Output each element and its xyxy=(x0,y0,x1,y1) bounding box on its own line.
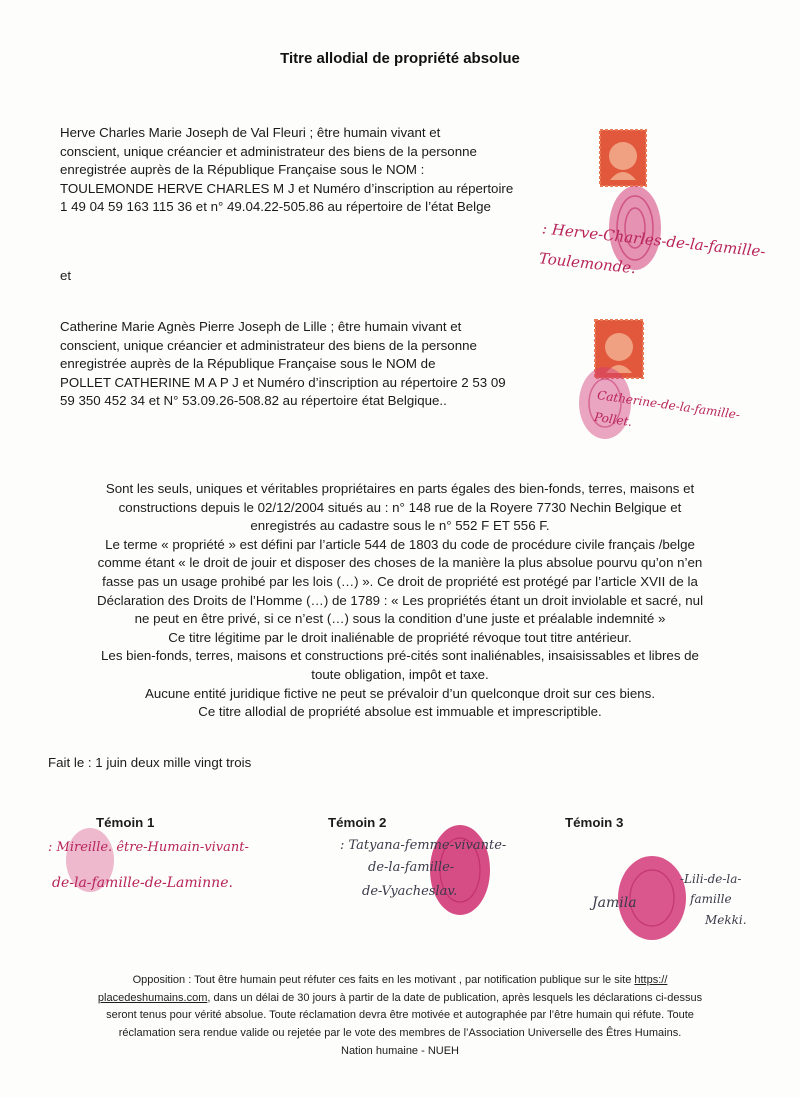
body-line: Sont les seuls, uniques et véritables propriétaires en parts égales des bien-fonds, terres, maisons et xyxy=(105,481,695,496)
owner2-line: POLLET CATHERINE M A P J et Numéro d’inscription au répertoire 2 53 09 xyxy=(60,374,506,390)
owner2-line: conscient, unique créancier et administrateur des biens de la personne xyxy=(60,337,477,353)
witness2-signature-line1: : Tatyana-femme-vivante- xyxy=(340,838,507,853)
opposition-link[interactable]: https:// xyxy=(634,974,668,986)
date-line: Fait le : 1 juin deux mille vingt trois xyxy=(48,755,252,770)
witness3-signature-line4: Mekki. xyxy=(705,913,747,927)
body-line: enregistrés au cadastre sous le n° 552 F ET 556 F. xyxy=(250,518,550,534)
opposition-notice xyxy=(30,972,770,1042)
body-line: constructions depuis le 02/12/2004 situés au : n° 148 rue de la Royere 7730 Nechin Belgique et xyxy=(118,499,682,515)
opposition-link-domain[interactable]: placedeshumains.com xyxy=(97,991,208,1004)
owner1-signature: : Herve-Charles-de-la-famille-Toulemonde. xyxy=(538,219,767,278)
body-line: ne peut en être privé, si ce n’est (…) sous la condition d’une juste et préalable indemnité » xyxy=(134,611,666,627)
owner2-paragraph xyxy=(60,318,560,411)
witness2-signature-line2: de-la-famille- xyxy=(368,860,455,875)
witness3-signature-line1: Jamila xyxy=(592,895,637,911)
owner1-line: Herve Charles Marie Joseph de Val Fleuri ; être humain vivant et xyxy=(60,125,441,140)
body-line: Déclaration des Droits de l’Homme (…) de 1789 : « Les propriétés étant un droit inviolable et sacré, nul xyxy=(96,592,704,608)
opposition-text: réclamation sera rendue valide ou rejetée par le vote des membres de l’Association Universelle des Êtres Humains. xyxy=(118,1026,682,1039)
body-line: Aucune entité juridique fictive ne peut se prévaloir d’un quelconque droit sur ces biens. xyxy=(144,685,656,701)
owner2-line: 59 350 452 34 et N° 53.09.26-508.82 au répertoire état Belgique.. xyxy=(60,393,447,409)
owner1-line: 1 49 04 59 163 115 36 et n° 49.04.22-505.86 au répertoire de l’état Belge xyxy=(60,199,491,215)
opposition-text: seront tenus pour vérité absolue. Toute réclamation devra être motivée et autographée par l’être humain qui réfute. Toute xyxy=(106,1009,694,1021)
owner1-line: TOULEMONDE HERVE CHARLES M J et Numéro d’inscription au répertoire xyxy=(60,180,514,196)
owner1-paragraph xyxy=(60,124,560,217)
witness3-signature-line2: -Lili-de-la- xyxy=(680,872,742,886)
opposition-text: , dans un délai de 30 jours à partir de la date de publication, après lesquels les déclarations ci-dessus xyxy=(207,991,703,1004)
witness1-signature-line1: : Mireille. être-Humain-vivant- xyxy=(48,840,249,855)
owner2-line: Catherine Marie Agnès Pierre Joseph de Lille ; être humain vivant et xyxy=(60,319,462,334)
owner1-line: enregistrée auprès de la République Française sous le NOM : xyxy=(60,162,425,178)
owner1-line: conscient, unique créancier et administrateur des biens de la personne xyxy=(60,143,477,159)
body-line: toute obligation, impôt et taxe. xyxy=(311,666,489,682)
property-declaration xyxy=(30,480,770,722)
owner2-signature: Catherine-de-la-famille-Pollet. xyxy=(593,388,741,430)
opposition-text: Opposition : Tout être humain peut réfuter ces faits en les motivant , par notification publique sur le site xyxy=(132,974,635,986)
document-title: Titre allodial de propriété absolue xyxy=(280,50,520,67)
body-line: comme étant « le droit de jouir et disposer des choses de la manière la plus absolue pourvu qu’on n’en xyxy=(97,555,703,571)
witness1-signature-line2: de-la-famille-de-Laminne. xyxy=(52,875,233,891)
witness1-label: Témoin 1 xyxy=(96,815,155,830)
body-line: Ce titre allodial de propriété absolue est immuable et imprescriptible. xyxy=(198,704,602,720)
body-line: fasse pas un usage prohibé par les lois (…) ». Ce droit de propriété est protégé par l’article XVII de la xyxy=(102,573,698,589)
body-line: Les bien-fonds, terres, maisons et constructions pré-cités sont inaliénables, insaisissables et libres de xyxy=(101,648,699,664)
witness2-signature-line3: de-Vyacheslav. xyxy=(362,884,458,899)
owner2-line: enregistrée auprès de la République Française sous le NOM de xyxy=(60,356,436,372)
connector-et: et xyxy=(60,268,72,283)
footer-nation: Nation humaine - NUEH xyxy=(341,1045,459,1057)
witness3-signature-line3: famille xyxy=(690,892,732,906)
witness2-label: Témoin 2 xyxy=(328,815,387,830)
body-line: Ce titre légitime par le droit inaliénable de propriété révoque tout titre antérieur. xyxy=(168,629,632,645)
witness3-label: Témoin 3 xyxy=(565,815,624,830)
body-line: Le terme « propriété » est défini par l’article 544 de 1803 du code de procédure civile français /belge xyxy=(105,536,695,552)
